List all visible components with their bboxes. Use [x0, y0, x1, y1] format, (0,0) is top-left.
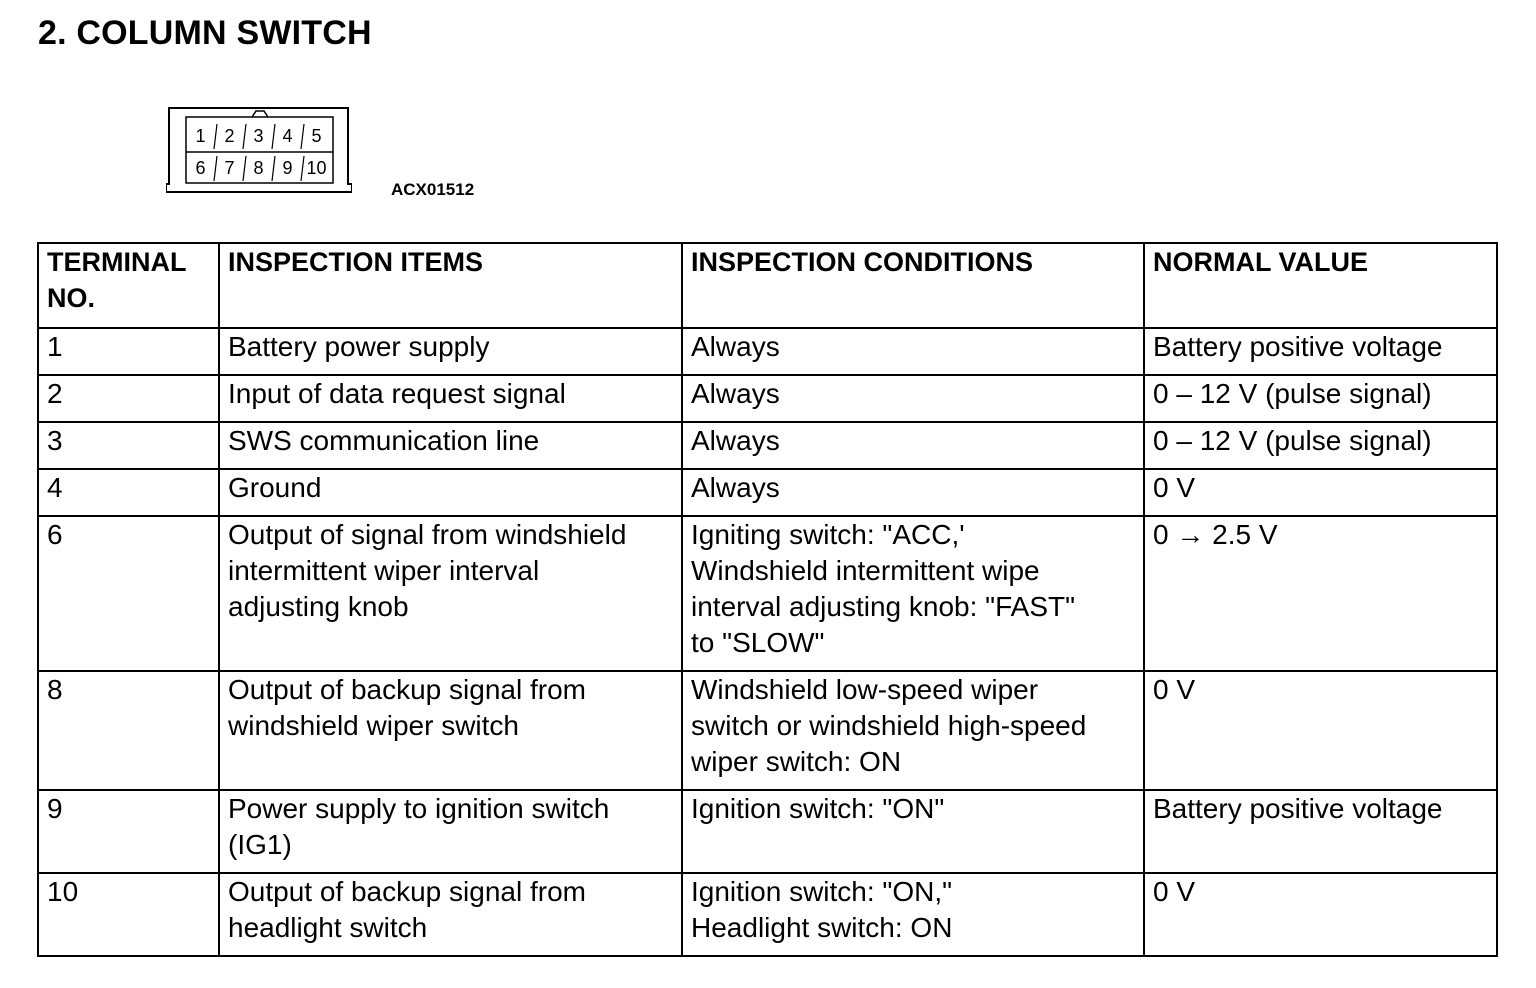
- terminal-cell: [38, 328, 219, 375]
- normal-value-cell-text: 0 → 2.5 V: [1153, 519, 1278, 550]
- inspection-item-cell: [219, 671, 682, 790]
- table-row: [38, 422, 1497, 469]
- terminal-cell: [38, 469, 219, 516]
- inspection-item-cell-text: Output of backup signal from headlight switch: [228, 876, 586, 943]
- terminal-cell-text: 4: [47, 472, 63, 503]
- normal-value-cell-text: 0 V: [1153, 674, 1196, 705]
- terminal-cell-text: 8: [47, 674, 63, 705]
- inspection-condition-cell: [682, 469, 1144, 516]
- inspection-table: [37, 242, 1498, 957]
- inspection-item-cell-text: Power supply to ignition switch (IG1): [228, 793, 610, 860]
- inspection-item-cell: [219, 873, 682, 956]
- header-conditions: INSPECTION CONDITIONS: [682, 243, 1144, 328]
- connector-pin-label: 2: [224, 126, 235, 146]
- normal-value-cell: [1144, 469, 1497, 516]
- terminal-cell-text: 10: [47, 876, 79, 907]
- inspection-item-cell-text: Output of backup signal from windshield wiper switch: [228, 674, 586, 741]
- normal-value-cell-text: 0 V: [1153, 876, 1196, 907]
- inspection-condition-cell: [682, 422, 1144, 469]
- figure-id: ACX01512: [391, 180, 475, 199]
- inspection-condition-cell: [682, 790, 1144, 873]
- table-row: [38, 328, 1497, 375]
- normal-value-cell: [1144, 375, 1497, 422]
- connector-pin-label: 1: [195, 126, 206, 146]
- inspection-item-cell-text: Output of signal from windshield intermittent wiper interval adjusting knob: [228, 519, 627, 622]
- normal-value-cell-text: 0 V: [1153, 472, 1196, 503]
- normal-value-cell: [1144, 328, 1497, 375]
- inspection-condition-cell-text: Always: [691, 331, 780, 362]
- normal-value-cell: [1144, 671, 1497, 790]
- table-header-row: [38, 243, 1497, 328]
- inspection-condition-cell: [682, 671, 1144, 790]
- terminal-cell: [38, 516, 219, 671]
- inspection-condition-cell-text: Always: [691, 425, 780, 456]
- inspection-item-cell-text: Battery power supply: [228, 331, 490, 362]
- header-normal-value: NORMAL VALUE: [1144, 243, 1497, 328]
- inspection-condition-cell: [682, 873, 1144, 956]
- inspection-condition-cell-text: Ignition switch: "ON," Headlight switch: ON: [691, 876, 953, 943]
- inspection-condition-cell: [682, 516, 1144, 671]
- connector-pin-label: 8: [253, 158, 264, 178]
- connector-pin-label: 6: [195, 158, 206, 178]
- terminal-cell-text: 2: [47, 378, 63, 409]
- normal-value-cell-text: 0 – 12 V (pulse signal): [1153, 425, 1432, 456]
- normal-value-cell-text: Battery positive voltage: [1153, 793, 1443, 824]
- inspection-condition-cell-text: Always: [691, 378, 780, 409]
- normal-value-cell-text: Battery positive voltage: [1153, 331, 1443, 362]
- terminal-cell-text: 3: [47, 425, 63, 456]
- normal-value-cell: [1144, 873, 1497, 956]
- terminal-cell: [38, 671, 219, 790]
- inspection-item-cell: [219, 516, 682, 671]
- connector-diagram: [166, 106, 352, 198]
- inspection-item-cell-text: Input of data request signal: [228, 378, 566, 409]
- normal-value-cell: [1144, 422, 1497, 469]
- terminal-cell: [38, 790, 219, 873]
- connector-key-notch: [252, 111, 268, 117]
- terminal-cell: [38, 422, 219, 469]
- connector-pin-label: 9: [282, 158, 293, 178]
- normal-value-cell: [1144, 516, 1497, 671]
- inspection-item-cell-text: SWS communication line: [228, 425, 540, 456]
- connector-pin-label: 5: [311, 126, 322, 146]
- connector-housing: [166, 108, 352, 192]
- inspection-item-cell-text: Ground: [228, 472, 322, 503]
- normal-value-cell: [1144, 790, 1497, 873]
- inspection-condition-cell: [682, 328, 1144, 375]
- terminal-cell-text: 9: [47, 793, 63, 824]
- table-row: [38, 516, 1497, 671]
- table-row: [38, 375, 1497, 422]
- inspection-condition-cell-text: Always: [691, 472, 780, 503]
- inspection-item-cell: [219, 422, 682, 469]
- table-row: [38, 873, 1497, 956]
- terminal-cell: [38, 375, 219, 422]
- table-row: [38, 469, 1497, 516]
- inspection-condition-cell-text: Igniting switch: "ACC,' Windshield intermittent wipe interval adjusting knob: "FAST" to "SLOW": [691, 519, 1076, 658]
- terminal-cell-text: 6: [47, 519, 63, 550]
- inspection-condition-cell-text: Windshield low-speed wiper switch or windshield high-speed wiper switch: ON: [691, 674, 1087, 777]
- connector-pin-label: 7: [224, 158, 235, 178]
- page-title: 2. COLUMN SWITCH: [38, 14, 372, 52]
- connector-pin-label: 3: [253, 126, 264, 146]
- table-body: [38, 328, 1497, 956]
- inspection-condition-cell: [682, 375, 1144, 422]
- header-terminal: TERMINAL NO.: [38, 243, 219, 328]
- connector-pin-label: 4: [282, 126, 293, 146]
- header-items: INSPECTION ITEMS: [219, 243, 682, 328]
- table-row: [38, 790, 1497, 873]
- terminal-cell-text: 1: [47, 331, 63, 362]
- connector-pin-label: 10: [306, 158, 327, 178]
- inspection-item-cell: [219, 328, 682, 375]
- inspection-item-cell: [219, 790, 682, 873]
- inspection-item-cell: [219, 469, 682, 516]
- table-row: [38, 671, 1497, 790]
- inspection-condition-cell-text: Ignition switch: "ON": [691, 793, 945, 824]
- inspection-item-cell: [219, 375, 682, 422]
- normal-value-cell-text: 0 – 12 V (pulse signal): [1153, 378, 1432, 409]
- terminal-cell: [38, 873, 219, 956]
